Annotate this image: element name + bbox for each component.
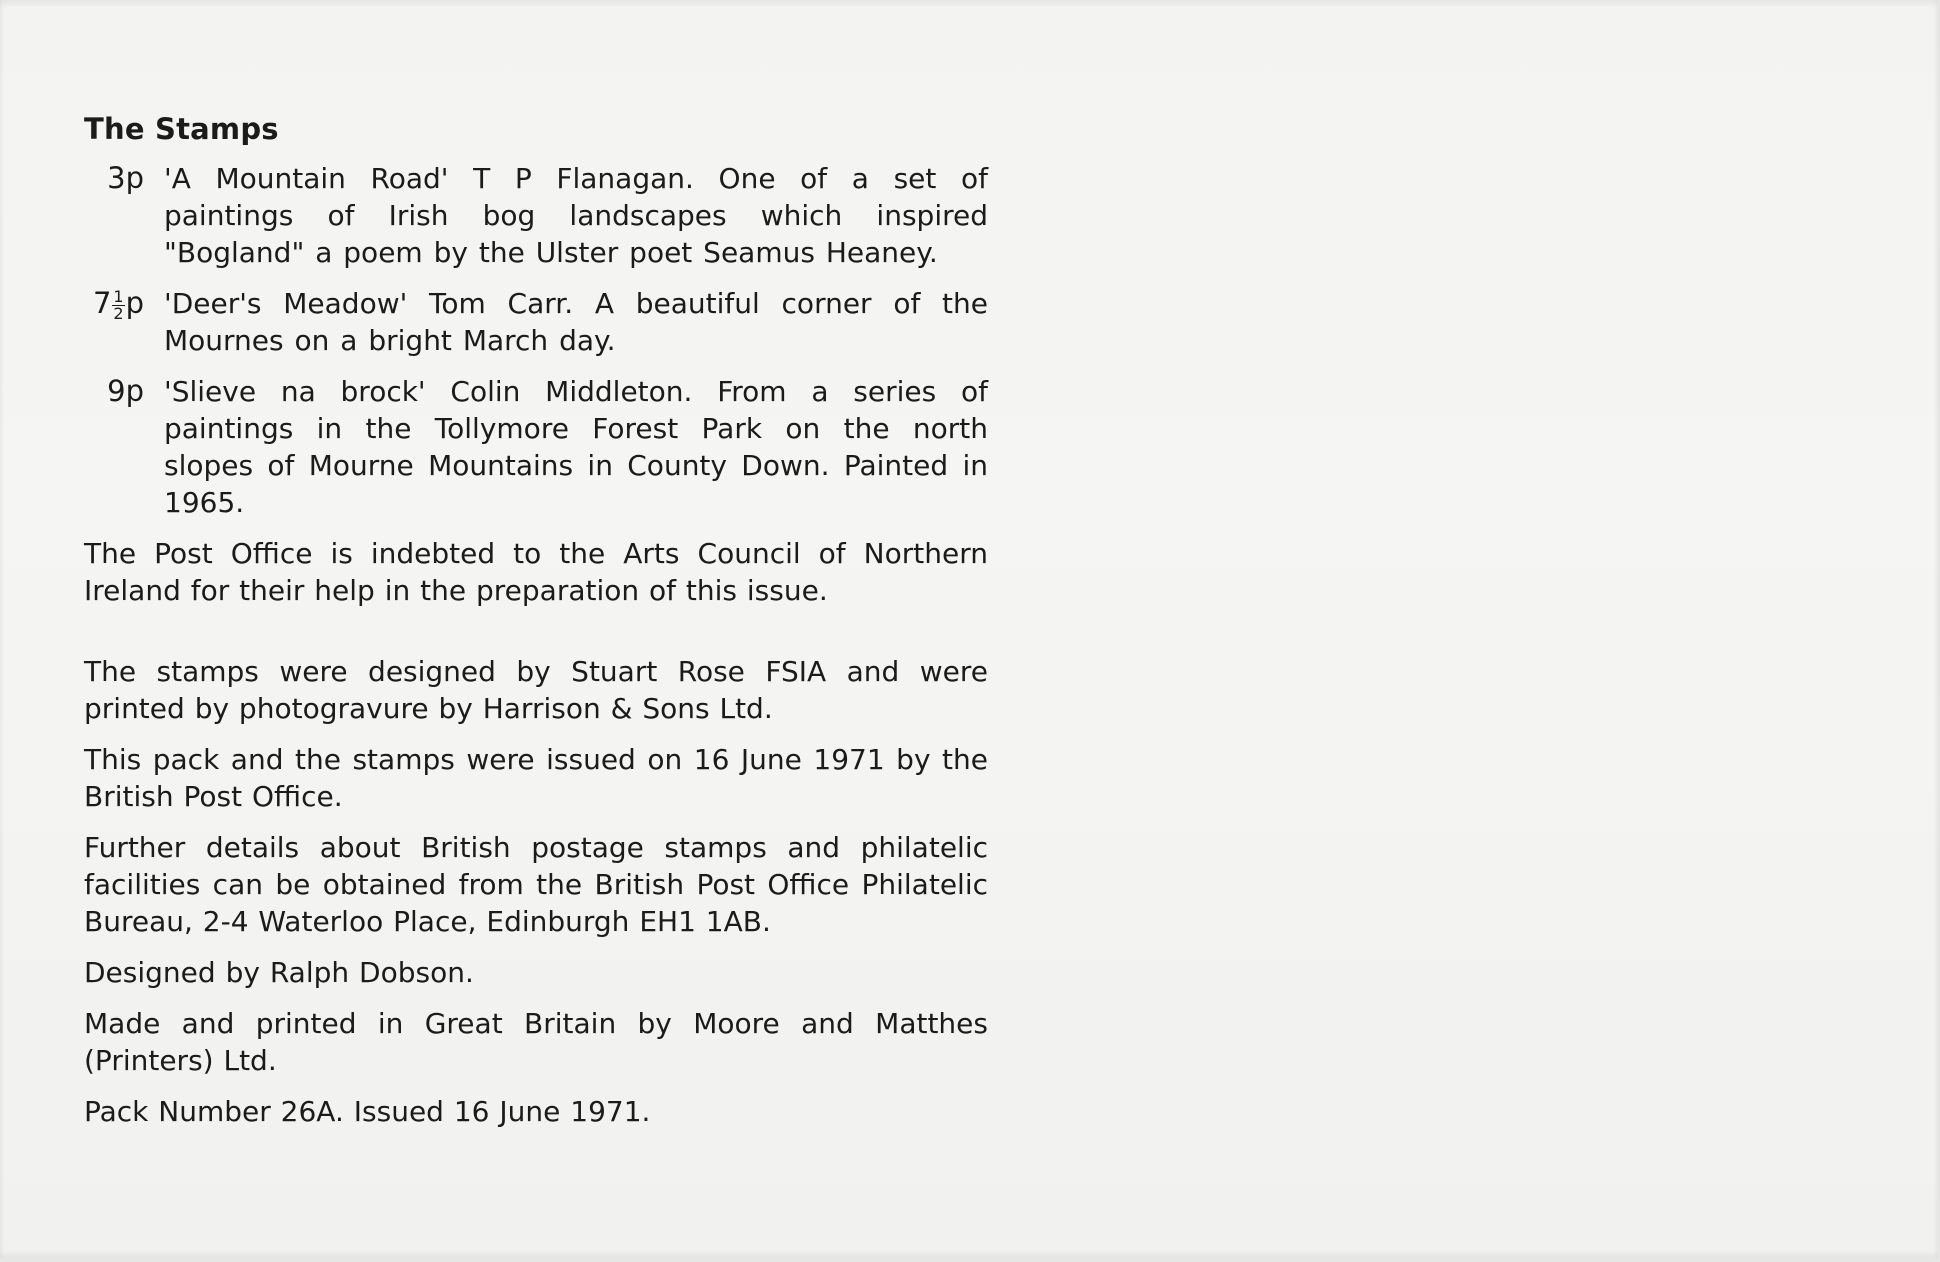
further-details-text: Further details about British postage stamps and philatelic facilities can be obtained from the British Post Office Philatelic Bureau, 2-4 Waterloo Place, Edinburgh EH1 1AB. [84, 831, 988, 938]
stamp-description: 'Deer's Meadow' Tom Carr. A beautiful corner of the Mournes on a bright March day. [164, 287, 988, 357]
acknowledgement-text: The Post Office is indebted to the Arts Council of Northern Ireland for their help in the preparation of this issue. [84, 537, 988, 607]
denomination-unit: p [125, 286, 144, 320]
fraction-denominator: 2 [113, 303, 124, 323]
stamp-entry-3p [78, 160, 988, 271]
denomination-whole: 7 [92, 286, 112, 320]
pack-number-text: Pack Number 26A. Issued 16 June 1971. [84, 1095, 651, 1128]
issue-note-text: This pack and the stamps were issued on 16 June 1971 by the British Post Office. [84, 743, 988, 813]
stamp-entry-9p [78, 373, 988, 521]
stamp-description: 'A Mountain Road' T P Flanagan. One of a set of paintings of Irish bog landscapes which inspired "Bogland" a poem by the Ulster poet Seamus Heaney. [164, 162, 988, 269]
text-column [78, 112, 988, 1144]
design-credit-text: The stamps were designed by Stuart Rose FSIA and were printed by photogravure by Harrison & Sons Ltd. [84, 655, 988, 725]
stamp-entry-7half-p [78, 285, 988, 359]
fraction-numerator: 1 [113, 286, 124, 306]
printer-text: Made and printed in Great Britain by Moore and Matthes (Printers) Ltd. [84, 1007, 988, 1077]
stamp-denomination: 9p [107, 374, 144, 408]
stamp-description: 'Slieve na brock' Colin Middleton. From a series of paintings in the Tollymore Forest Park on the north slopes of Mourne Mountains in County Down. Painted in 1965. [164, 375, 988, 519]
stamp-denomination [78, 285, 164, 322]
denomination-fraction [112, 286, 124, 323]
section-heading: The Stamps [84, 112, 279, 146]
stamp-denomination: 3p [107, 161, 144, 195]
pack-designer-text: Designed by Ralph Dobson. [84, 956, 474, 989]
